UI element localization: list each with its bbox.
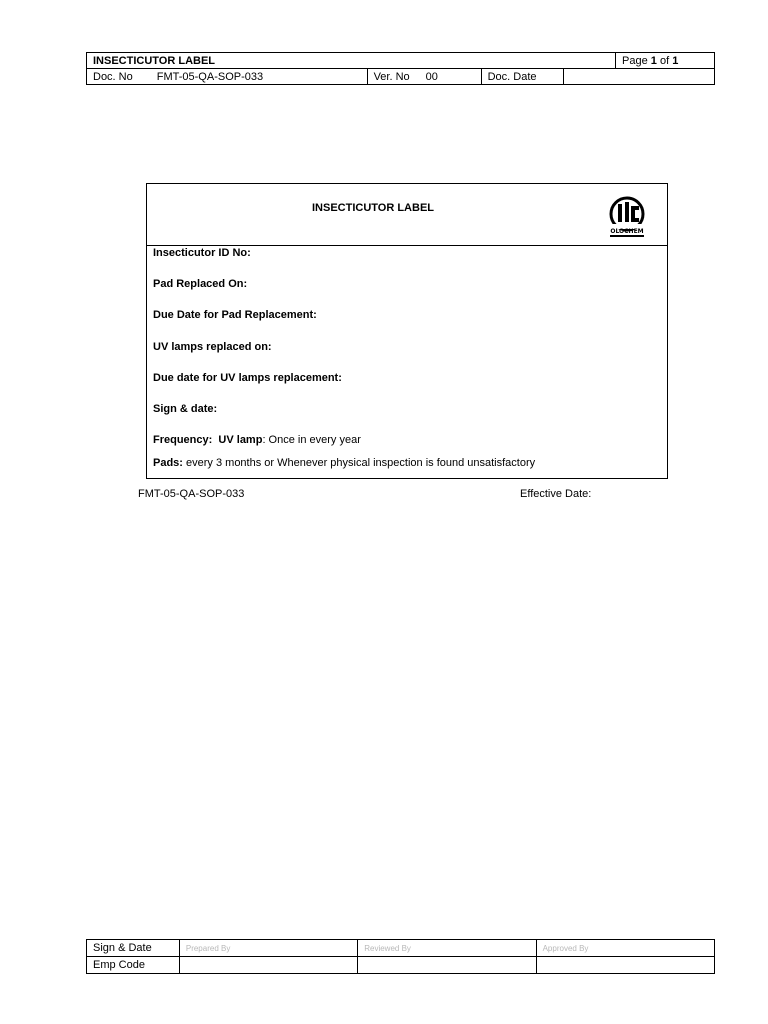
field-sign-date: Sign & date: [153, 403, 218, 415]
logo-text: OLOCHEM [610, 228, 644, 235]
header-title: INSECTICUTOR LABEL [87, 53, 616, 69]
approval-sign-table [86, 939, 715, 974]
page-of: of [659, 54, 670, 67]
emp-code-prepared [179, 957, 357, 974]
field-pad-due-date: Due Date for Pad Replacement: [153, 309, 317, 321]
effective-date-label: Effective Date: [520, 488, 592, 500]
insecticutor-label-card [146, 183, 668, 479]
label-header [147, 184, 667, 246]
emp-code-row [87, 957, 715, 974]
uv-lamp-label: UV lamp [218, 434, 263, 446]
sign-date-label: Sign & Date [87, 940, 180, 957]
document-header-table [86, 52, 715, 85]
pads-frequency: every 3 months or Whenever physical inspection is found unsatisfactory [182, 457, 536, 469]
emp-code-label: Emp Code [87, 957, 180, 974]
pads-label: Pads: [153, 457, 183, 469]
field-pad-replaced: Pad Replaced On: [153, 278, 248, 290]
doc-date-value [563, 69, 714, 85]
frequency-pads-line [153, 457, 535, 469]
doc-no-value: FMT-05-QA-SOP-033 [156, 70, 264, 83]
form-code: FMT-05-QA-SOP-033 [138, 488, 245, 500]
page-prefix: Page [622, 54, 648, 67]
uv-lamp-frequency: : Once in every year [262, 434, 361, 446]
doc-no-cell [87, 69, 368, 85]
ver-no-value: 00 [425, 70, 438, 83]
field-uv-due-date: Due date for UV lamps replacement: [153, 372, 342, 384]
sign-row [87, 940, 715, 957]
page-current: 1 [650, 54, 657, 67]
doc-date-label: Doc. Date [481, 69, 563, 85]
prepared-by: Prepared By [179, 940, 357, 957]
company-logo [605, 196, 649, 242]
page-total: 1 [672, 54, 679, 67]
page-number [616, 53, 715, 69]
label-title: INSECTICUTOR LABEL [311, 202, 435, 214]
field-uv-replaced: UV lamps replaced on: [153, 341, 272, 353]
ver-no-cell [367, 69, 481, 85]
header-row-title [87, 53, 715, 69]
field-insecticutor-id: Insecticutor ID No: [153, 247, 251, 259]
ver-no-label: Ver. No [373, 70, 410, 83]
approved-by: Approved By [536, 940, 714, 957]
frequency-uv-line [153, 434, 361, 446]
doc-no-label: Doc. No [93, 70, 133, 83]
frequency-label: Frequency: [153, 434, 213, 446]
emp-code-reviewed [358, 957, 536, 974]
reviewed-by: Reviewed By [358, 940, 536, 957]
header-row-meta [87, 69, 715, 85]
emp-code-approved [536, 957, 714, 974]
